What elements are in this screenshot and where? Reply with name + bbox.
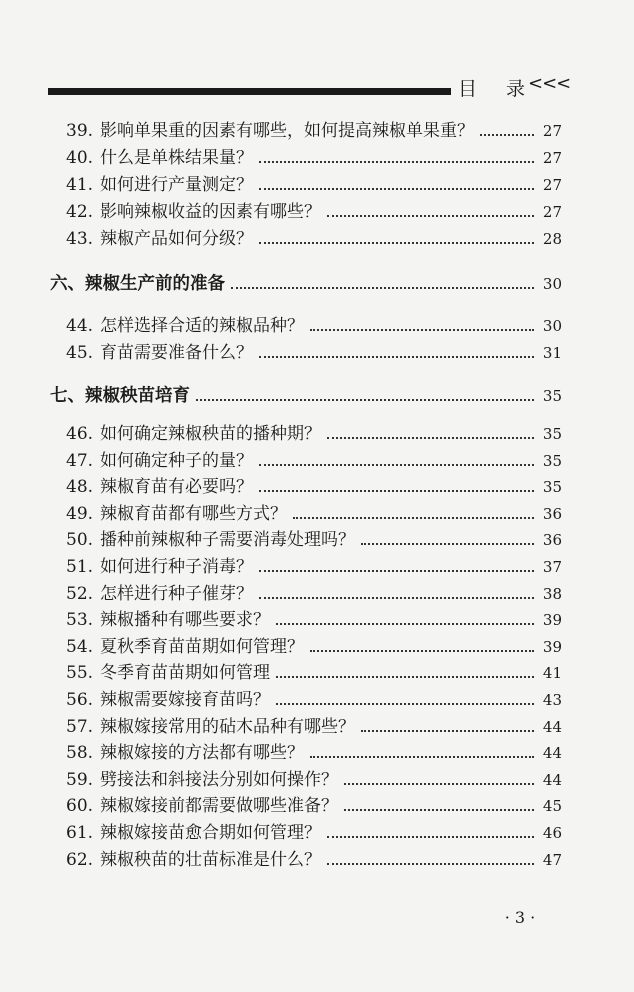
entry-title: 育苗需要准备什么？ xyxy=(100,343,253,363)
leader-dots xyxy=(327,863,534,865)
toc-entry[interactable] xyxy=(66,551,562,577)
entry-page-number: 39 xyxy=(542,611,562,629)
entry-page-number: 44 xyxy=(542,718,562,736)
leader-dots xyxy=(327,215,534,217)
entry-number: 46. xyxy=(66,424,94,444)
leader-dots xyxy=(259,161,534,163)
entry-number: 52. xyxy=(66,584,94,604)
entry-title: 辣椒嫁接的方法都有哪些？ xyxy=(100,743,304,763)
entry-page-number: 47 xyxy=(542,851,562,869)
leader-dots xyxy=(259,490,534,492)
entry-number: 59. xyxy=(66,770,94,790)
entry-number: 55. xyxy=(66,663,94,683)
entry-title: 如何确定辣椒秧苗的播种期？ xyxy=(100,424,321,444)
entry-page-number: 27 xyxy=(542,203,562,221)
entry-title: 怎样选择合适的辣椒品种？ xyxy=(100,316,304,336)
leader-dots xyxy=(480,134,534,136)
section-heading[interactable] xyxy=(50,266,562,294)
toc-entry[interactable] xyxy=(66,711,562,737)
toc-entry[interactable] xyxy=(66,196,562,222)
toc-entry[interactable] xyxy=(66,223,562,249)
entry-title: 辣椒需要嫁接育苗吗？ xyxy=(100,690,270,710)
header-title-left: 目 xyxy=(458,78,480,100)
entry-title: 辣椒嫁接常用的砧木品种有哪些？ xyxy=(100,717,355,737)
entry-number: 51. xyxy=(66,557,94,577)
entry-number: 40. xyxy=(66,148,94,168)
entry-number: 61. xyxy=(66,823,94,843)
leader-dots xyxy=(327,836,534,838)
entry-title: 如何确定种子的量？ xyxy=(100,451,253,471)
leader-dots xyxy=(361,543,534,545)
entry-page-number: 35 xyxy=(542,478,562,496)
entry-page-number: 39 xyxy=(542,638,562,656)
header-title xyxy=(458,73,571,104)
entry-page-number: 28 xyxy=(542,230,562,248)
toc-entry[interactable] xyxy=(66,657,562,683)
entry-number: 53. xyxy=(66,610,94,630)
entry-title: 怎样进行种子催芽？ xyxy=(100,584,253,604)
entry-number: 44. xyxy=(66,316,94,336)
leader-dots xyxy=(259,464,534,466)
leader-dots xyxy=(231,287,534,289)
toc-entry[interactable] xyxy=(66,737,562,763)
toc-entry[interactable] xyxy=(66,498,562,524)
leader-dots xyxy=(259,570,534,572)
leader-dots xyxy=(259,188,534,190)
leader-dots xyxy=(310,329,534,331)
entry-title: 什么是单株结果量？ xyxy=(100,148,253,168)
entry-page-number: 35 xyxy=(542,425,562,443)
toc-entry[interactable] xyxy=(66,604,562,630)
entry-page-number: 43 xyxy=(542,691,562,709)
leader-dots xyxy=(344,783,534,785)
entry-title: 辣椒产品如何分级？ xyxy=(100,229,253,249)
header-title-right: 录 xyxy=(506,78,528,100)
entry-title: 辣椒育苗都有哪些方式？ xyxy=(100,504,287,524)
entry-number: 56. xyxy=(66,690,94,710)
entry-page-number: 30 xyxy=(542,275,562,293)
leader-dots xyxy=(310,650,534,652)
toc-entry[interactable] xyxy=(66,631,562,657)
toc-entry[interactable] xyxy=(66,310,562,336)
leader-dots xyxy=(344,809,534,811)
leader-dots xyxy=(327,437,534,439)
toc-entry[interactable] xyxy=(66,578,562,604)
entry-page-number: 38 xyxy=(542,585,562,603)
toc-entry[interactable] xyxy=(66,337,562,363)
entry-title: 影响单果重的因素有哪些，如何提高辣椒单果重？ xyxy=(100,121,474,141)
leader-dots xyxy=(293,517,534,519)
entry-page-number: 46 xyxy=(542,824,562,842)
entry-page-number: 27 xyxy=(542,122,562,140)
entry-number: 50. xyxy=(66,530,94,550)
leader-dots xyxy=(259,356,534,358)
entry-number: 42. xyxy=(66,202,94,222)
leader-dots xyxy=(196,399,534,401)
entry-title: 辣椒嫁接前都需要做哪些准备？ xyxy=(100,796,338,816)
leader-dots xyxy=(276,703,534,705)
toc-entry[interactable] xyxy=(66,471,562,497)
entry-number: 48. xyxy=(66,477,94,497)
toc-entry[interactable] xyxy=(66,142,562,168)
chevrons-left-icon: <<< xyxy=(528,73,571,94)
entry-page-number: 35 xyxy=(542,452,562,470)
entry-page-number: 31 xyxy=(542,344,562,362)
entry-page-number: 27 xyxy=(542,176,562,194)
entry-number: 60. xyxy=(66,796,94,816)
entry-title: 影响辣椒收益的因素有哪些？ xyxy=(100,202,321,222)
entry-page-number: 36 xyxy=(542,505,562,523)
toc-entry[interactable] xyxy=(66,844,562,870)
entry-number: 57. xyxy=(66,717,94,737)
entry-number: 39. xyxy=(66,121,94,141)
entry-page-number: 44 xyxy=(542,771,562,789)
leader-dots xyxy=(259,242,534,244)
entry-page-number: 44 xyxy=(542,744,562,762)
leader-dots xyxy=(276,676,534,678)
entry-page-number: 35 xyxy=(542,387,562,405)
entry-number: 58. xyxy=(66,743,94,763)
leader-dots xyxy=(276,623,534,625)
entry-page-number: 36 xyxy=(542,531,562,549)
entry-title: 六、辣椒生产前的准备 xyxy=(50,274,225,294)
entry-number: 54. xyxy=(66,637,94,657)
toc-entry[interactable] xyxy=(66,790,562,816)
entry-title: 如何进行种子消毒？ xyxy=(100,557,253,577)
entry-number: 49. xyxy=(66,504,94,524)
toc-entry[interactable] xyxy=(66,764,562,790)
entry-title: 辣椒育苗有必要吗？ xyxy=(100,477,253,497)
entry-title: 七、辣椒秧苗培育 xyxy=(50,386,190,406)
entry-title: 如何进行产量测定？ xyxy=(100,175,253,195)
entry-number: 41. xyxy=(66,175,94,195)
section-heading[interactable] xyxy=(50,378,562,406)
entry-number: 43. xyxy=(66,229,94,249)
toc-entry[interactable] xyxy=(66,817,562,843)
page-number: · 3 · xyxy=(504,908,536,927)
leader-dots xyxy=(361,730,534,732)
header-rule xyxy=(48,88,451,95)
entry-title: 辣椒秧苗的壮苗标准是什么？ xyxy=(100,850,321,870)
toc-entry[interactable] xyxy=(66,169,562,195)
entry-page-number: 27 xyxy=(542,149,562,167)
entry-title: 冬季育苗苗期如何管理 xyxy=(100,663,270,683)
entry-page-number: 37 xyxy=(542,558,562,576)
entry-number: 47. xyxy=(66,451,94,471)
entry-page-number: 41 xyxy=(542,664,562,682)
entry-title: 辣椒嫁接苗愈合期如何管理？ xyxy=(100,823,321,843)
entry-title: 辣椒播种有哪些要求？ xyxy=(100,610,270,630)
entry-number: 45. xyxy=(66,343,94,363)
toc-entry[interactable] xyxy=(66,115,562,141)
toc-entry[interactable] xyxy=(66,418,562,444)
entry-title: 夏秋季育苗苗期如何管理？ xyxy=(100,637,304,657)
entry-page-number: 45 xyxy=(542,797,562,815)
leader-dots xyxy=(259,597,534,599)
toc-entry[interactable] xyxy=(66,524,562,550)
entry-title: 播种前辣椒种子需要消毒处理吗？ xyxy=(100,530,355,550)
entry-page-number: 30 xyxy=(542,317,562,335)
toc-entry[interactable] xyxy=(66,445,562,471)
entry-title: 劈接法和斜接法分别如何操作？ xyxy=(100,770,338,790)
toc-entry[interactable] xyxy=(66,684,562,710)
entry-number: 62. xyxy=(66,850,94,870)
leader-dots xyxy=(310,756,534,758)
